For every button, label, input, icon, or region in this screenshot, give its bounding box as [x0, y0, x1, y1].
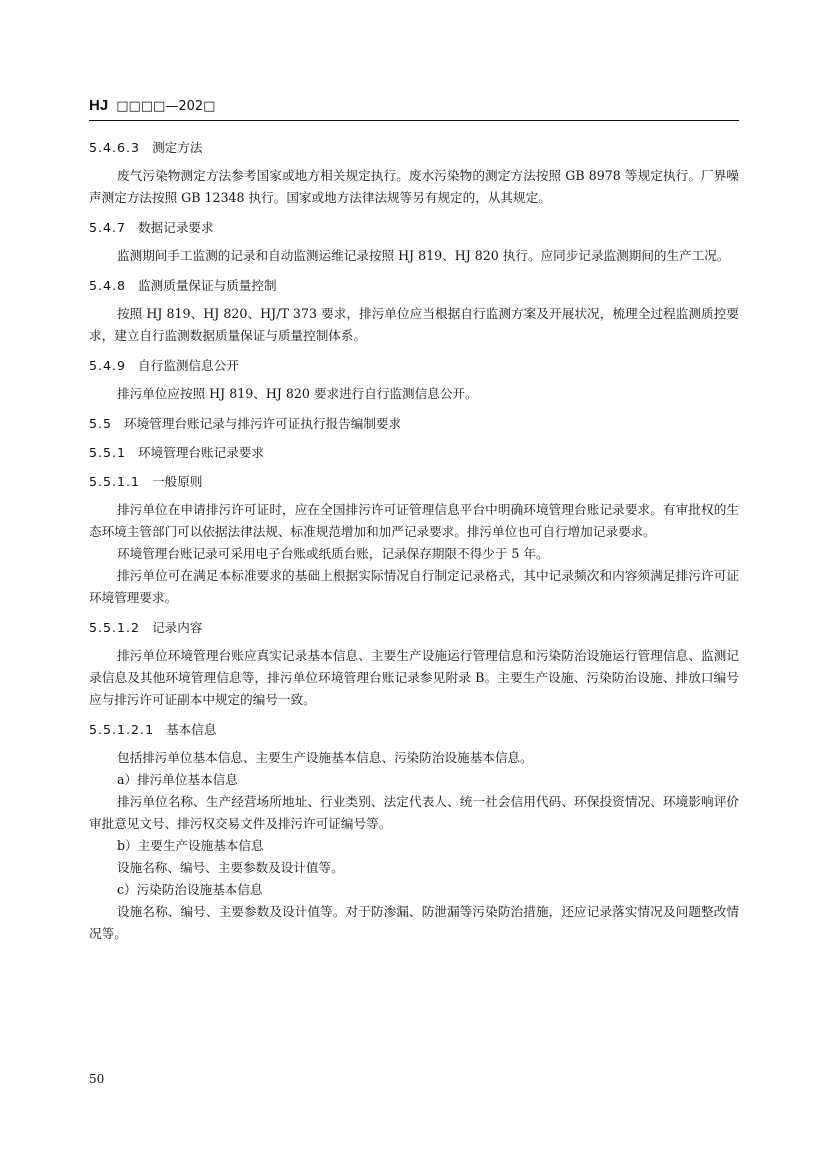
section-heading: 5.5.1.2.1 基本信息: [89, 722, 217, 737]
section-heading: 5.4.6.3 测定方法: [89, 140, 203, 155]
paragraph: 监测期间手工监测的记录和自动监测运维记录按照 HJ 819、HJ 820 执行。应同步记录监测期间的生产工况。: [117, 248, 730, 263]
list-item-c: c）污染防治设施基本信息: [117, 882, 263, 897]
paragraph: 排污单位环境管理台账应真实记录基本信息、主要生产设施运行管理信息和污染防治设施运行管理信息、监测记录信息及其他环境管理信息等，排污单位环境管理台账记录参见附录 B。主要生产设施、污染防治设施、排放口编号应与排污许可证副本中规定的编号一致。: [89, 648, 739, 707]
paragraph: 排污单位名称、生产经营场所地址、行业类别、法定代表人、统一社会信用代码、环保投资情况、环境影响评价审批意见文号、排污权交易文件及排污许可证编号等。: [89, 794, 739, 831]
section-heading: 5.4.8 监测质量保证与质量控制: [89, 278, 277, 293]
paragraph: 环境管理台账记录可采用电子台账或纸质台账，记录保存期限不得少于 5 年。: [117, 546, 549, 561]
document-body: [89, 138, 739, 945]
paragraph: 排污单位在申请排污许可证时，应在全国排污许可证管理信息平台中明确环境管理台账记录要求。有审批权的生态环境主管部门可以依据法律法规、标准规范增加和加严记录要求。排污单位也可自行增加记录要求。: [89, 502, 739, 539]
section-heading: 5.4.7 数据记录要求: [89, 220, 214, 235]
paragraph: 设施名称、编号、主要参数及设计值等。: [117, 860, 344, 875]
section-heading: 5.4.9 自行监测信息公开: [89, 358, 239, 373]
list-item-a: a）排污单位基本信息: [117, 772, 238, 787]
standard-prefix: HJ: [89, 97, 109, 114]
page-header: [89, 97, 215, 116]
paragraph: 排污单位可在满足本标准要求的基础上根据实际情况自行制定记录格式，其中记录频次和内容须满足排污许可证环境管理要求。: [89, 568, 739, 605]
paragraph: 排污单位应按照 HJ 819、HJ 820 要求进行自行监测信息公开。: [117, 386, 478, 401]
section-heading: 5.5.1.2 记录内容: [89, 620, 203, 635]
list-item-b: b）主要生产设施基本信息: [117, 838, 264, 853]
standard-code: □□□□—202□: [116, 99, 216, 114]
paragraph: 废气污染物测定方法参考国家或地方相关规定执行。废水污染物的测定方法按照 GB 8978 等规定执行。厂界噪声测定方法按照 GB 12348 执行。国家或地方法律法规等另有规定的，从其规定。: [89, 168, 739, 205]
paragraph: 包括排污单位基本信息、主要生产设施基本信息、污染防治设施基本信息。: [117, 750, 533, 765]
header-rule: [89, 120, 739, 121]
paragraph: 设施名称、编号、主要参数及设计值等。对于防渗漏、防泄漏等污染防治措施，还应记录落实情况及问题整改情况等。: [89, 904, 739, 941]
section-heading: 5.5.1 环境管理台账记录要求: [89, 445, 264, 460]
section-heading: 5.5.1.1 一般原则: [89, 474, 203, 489]
section-heading: 5.5 环境管理台账记录与排污许可证执行报告编制要求: [89, 416, 402, 431]
page-number: 50: [89, 1072, 105, 1086]
paragraph: 按照 HJ 819、HJ 820、HJ/T 373 要求，排污单位应当根据自行监测方案及开展状况，梳理全过程监测质控要求，建立自行监测数据质量保证与质量控制体系。: [89, 306, 739, 343]
